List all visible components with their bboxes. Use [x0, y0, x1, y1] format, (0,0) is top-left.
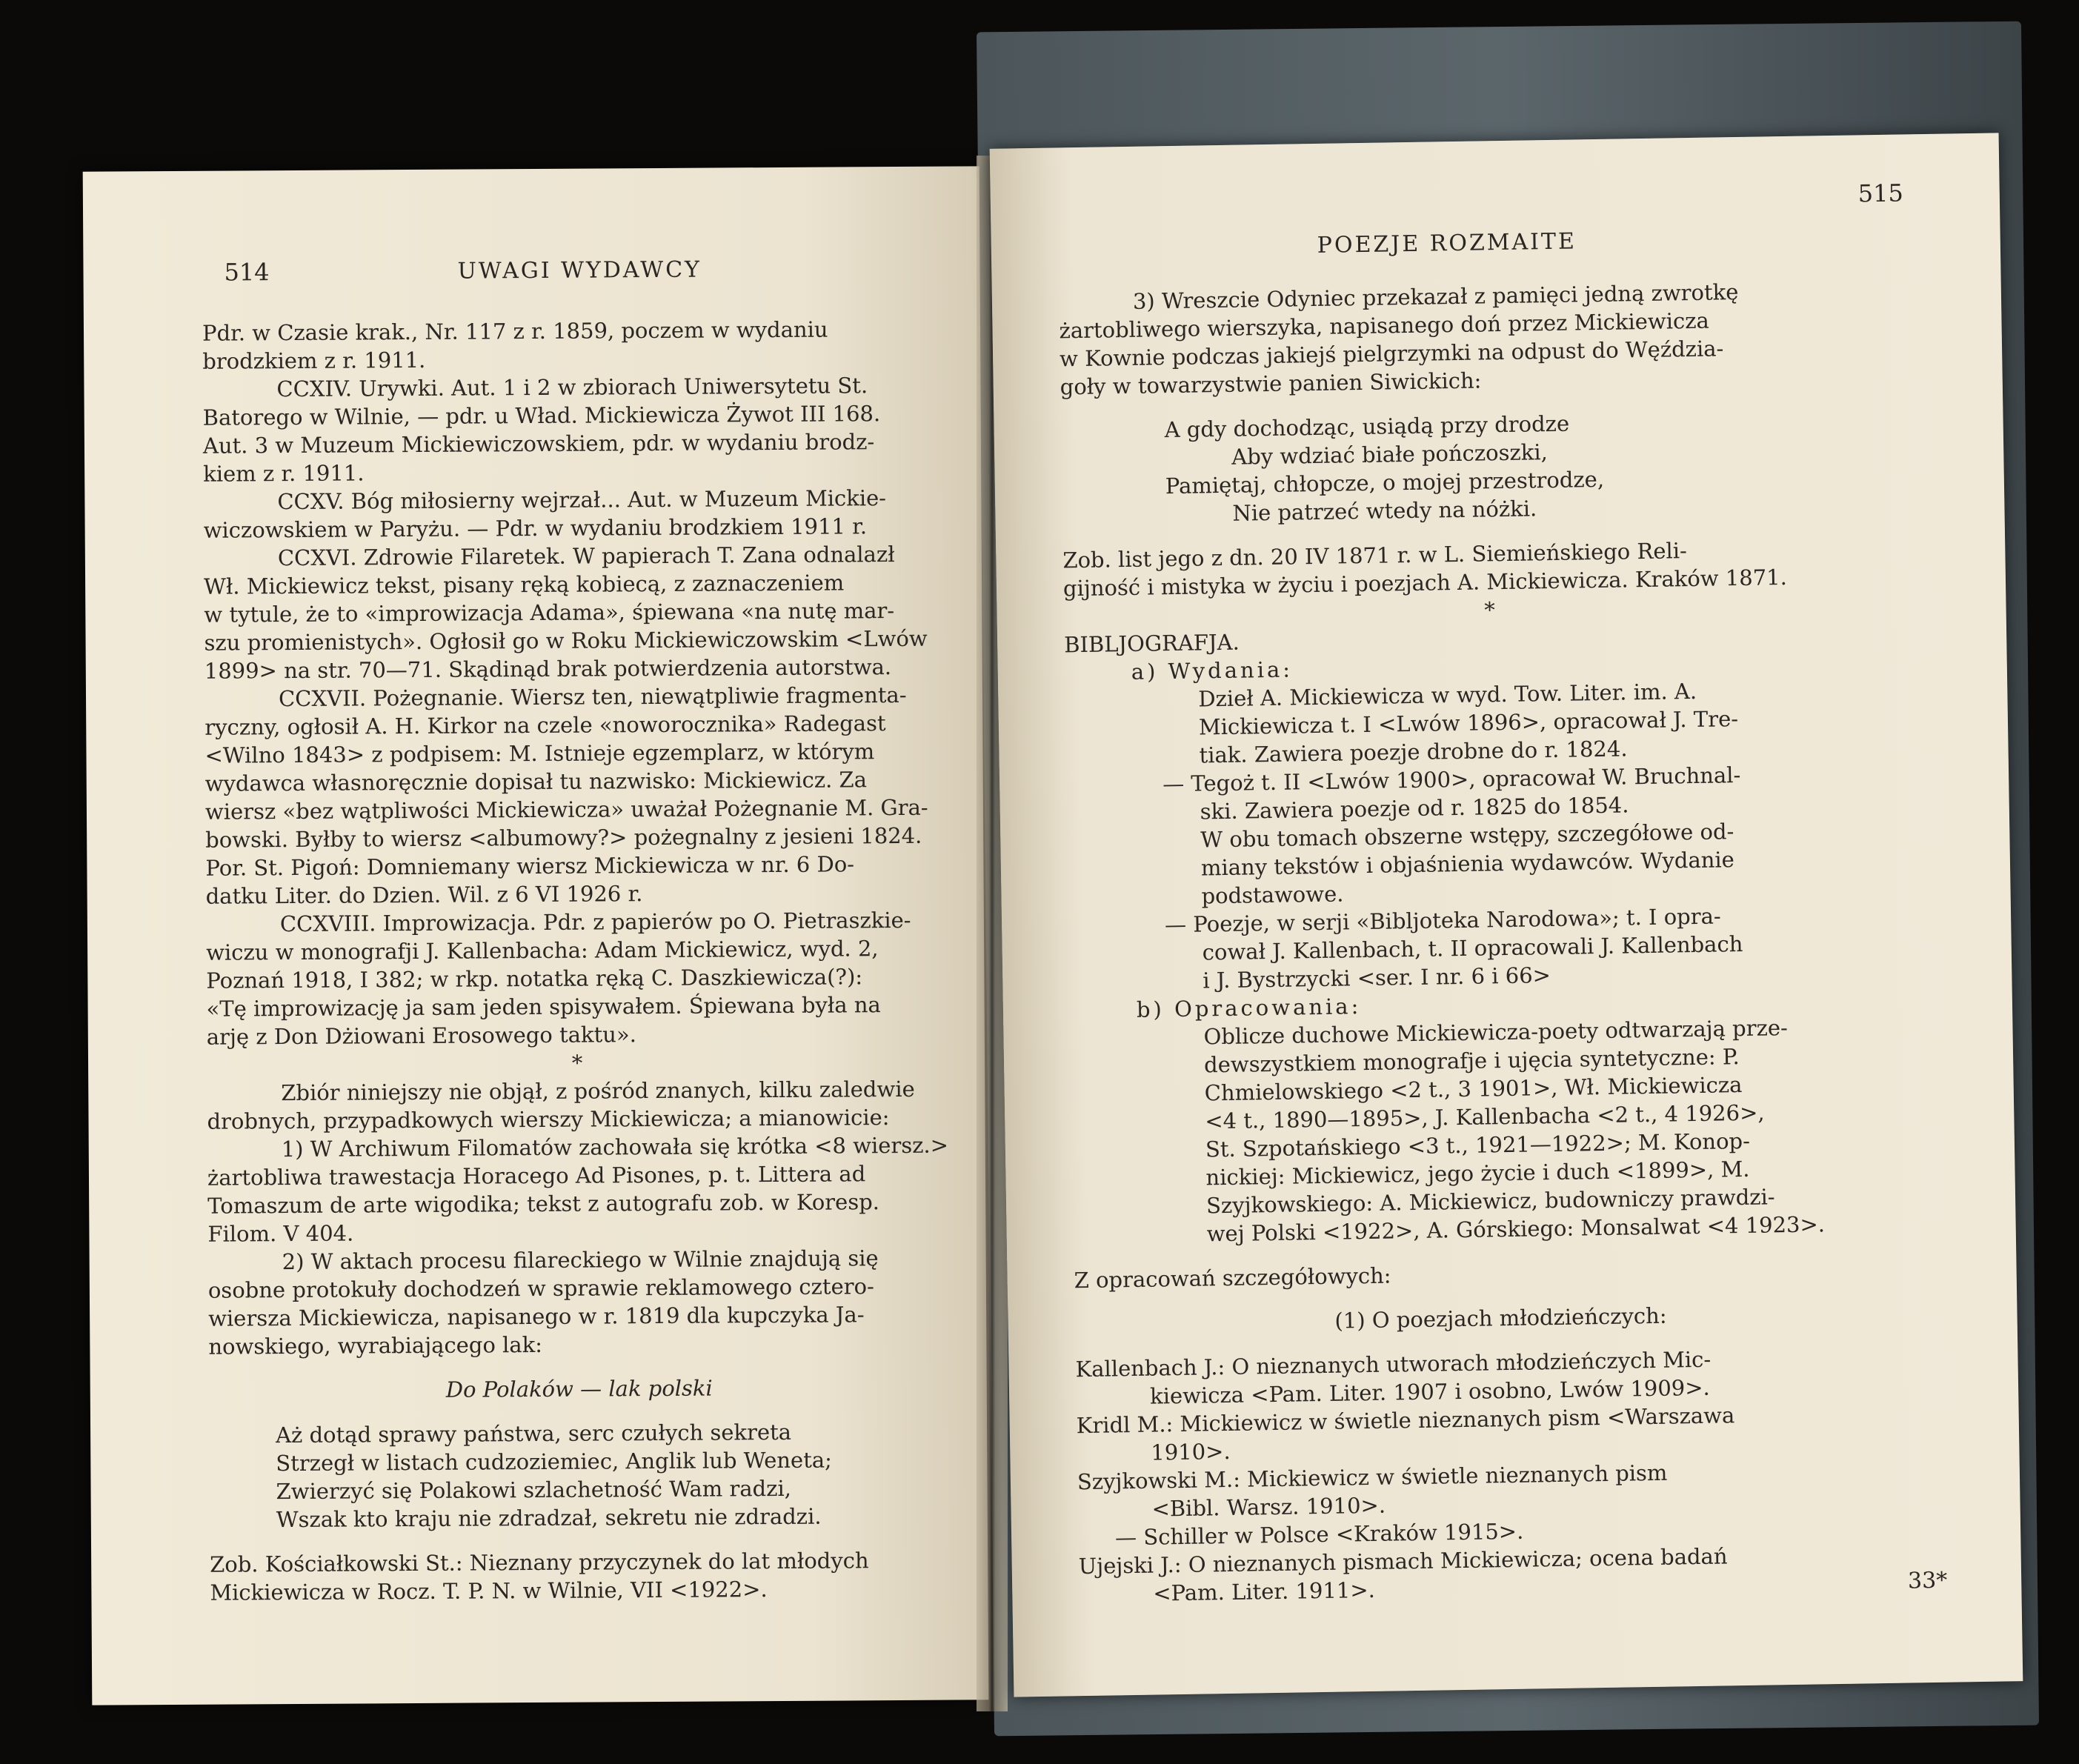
text-line: żartobliwego wierszyka, napisanego doń przez Mickiewicza	[1059, 307, 1710, 344]
verse-line: Nie patrzeć wtedy na nóżki.	[1232, 496, 1537, 526]
text-line: Kridl M.: Mickiewicz w świetle nieznanych pism <Warszawa	[1076, 1402, 1735, 1439]
text-line: brodzkiem z r. 1911.	[202, 347, 426, 374]
text-line: dewszystkiem monografje i ujęcia syntetyczne: P.	[1203, 1044, 1740, 1078]
text-line: Batorego w Wilnie, — pdr. u Wład. Mickiewicza Żywot III 168.	[202, 401, 881, 430]
text-line: CCXIV. Urywki. Aut. 1 i 2 w zbiorach Uniwersytetu St.	[276, 373, 868, 402]
text-line: 2) W aktach procesu filareckiego w Wilnie znajdują się	[282, 1245, 879, 1275]
text-line: gijność i mistyka w życiu i poezjach A. Mickiewicza. Kraków 1871.	[1062, 564, 1788, 602]
text-line: Dzieł A. Mickiewicza w wyd. Tow. Liter. im. A.	[1198, 678, 1697, 712]
right-page	[990, 133, 2023, 1697]
text-line: tiak. Zawiera poezje drobne do r. 1824.	[1199, 736, 1628, 768]
text-line: wydawca własnoręcznie dopisał tu nazwisko: Mickiewicz. Za	[204, 767, 868, 796]
text-line: — Schiller w Polsce <Kraków 1915>.	[1114, 1518, 1524, 1551]
text-line: Chmielowskiego <2 t., 3 1901>, Wł. Mickiewicza	[1204, 1072, 1743, 1106]
text-line: bowski. Byłby to wiersz <albumowy?> pożegnalny z jesieni 1824.	[205, 822, 922, 853]
text-line: szu promienistych». Ogłosił go w Roku Mickiewiczowskim <Lwów	[204, 625, 928, 656]
right-page-text	[1059, 275, 1932, 1608]
section-separator: *	[1484, 597, 1496, 623]
text-line: drobnych, przypadkowych wierszy Mickiewicza; a mianowicie:	[207, 1105, 890, 1134]
text-line: Mickiewicza w Rocz. T. P. N. w Wilnie, VII <1922>.	[210, 1577, 768, 1605]
text-line: kiem z r. 1911.	[203, 460, 365, 487]
verse-line: Wszak kto kraju nie zdradzał, sekretu nie zdradzi.	[276, 1503, 822, 1533]
text-line: Zob. list jego z dn. 20 IV 1871 r. w L. Siemieńskiego Reli-	[1062, 538, 1688, 573]
text-line: — Tegoż t. II <Lwów 1900>, opracował W. Bruchnal-	[1162, 762, 1741, 797]
text-line: kiewicza <Pam. Liter. 1907 i osobno, Lwów 1909>.	[1149, 1374, 1711, 1409]
text-line: CCXV. Bóg miłosierny wejrzał... Aut. w Muzeum Mickie-	[277, 485, 887, 515]
text-line: <Pam. Liter. 1911>.	[1153, 1577, 1376, 1606]
subsection-heading: b) Opracowania:	[1136, 994, 1362, 1022]
text-line: wiczu w monografji J. Kallenbacha: Adam Mickiewicz, wyd. 2,	[206, 936, 879, 965]
text-line: Z opracowań szczegółowych:	[1074, 1262, 1391, 1294]
verse-line: A gdy dochodząc, usiądą przy drodze	[1164, 410, 1570, 443]
text-line: cował J. Kallenbach, t. II opracowali J. Kallenbach	[1202, 931, 1743, 965]
text-line: wej Polski <1922>, A. Górskiego: Monsalwat <4 1923>.	[1206, 1211, 1826, 1247]
text-line: ski. Zawiera poezje od r. 1825 do 1854.	[1200, 792, 1629, 825]
text-line: St. Szpotańskiego <3 t., 1921—1922>; M. Konop-	[1205, 1128, 1751, 1162]
text-line: Szyjkowski M.: Mickiewicz w świetle nieznanych pism	[1077, 1460, 1668, 1495]
subsection-heading: a) Wydania:	[1131, 656, 1294, 685]
text-line: w Kownie podczas jakiejś pielgrzymki na odpust do Węździa-	[1059, 336, 1724, 372]
text-line: <Bibl. Warsz. 1910>.	[1151, 1492, 1386, 1522]
section-separator: *	[571, 1050, 583, 1076]
text-line: — Poezje, w serji «Bibljoteka Narodowa»; t. I opra-	[1164, 903, 1721, 938]
left-running-head: UWAGI WYDAWCY	[457, 256, 702, 284]
text-line: CCXVII. Pożegnanie. Wiersz ten, niewątpliwie fragmenta-	[278, 682, 907, 712]
text-line: Zob. Kościałkowski St.: Nieznany przyczynek do lat młodych	[210, 1548, 869, 1577]
text-line: osobne protokuły dochodzeń w sprawie reklamowego cztero-	[207, 1274, 874, 1303]
text-line: CCXVI. Zdrowie Filaretek. W papierach T. Zana odnalazł	[277, 542, 895, 571]
text-line: Mickiewicza t. I <Lwów 1896>, opracował J. Tre-	[1198, 706, 1739, 740]
text-line: Ujejski J.: O nieznanych pismach Mickiewicza; ocena badań	[1078, 1543, 1728, 1580]
right-running-head: POEZJE ROZMAITE	[1317, 228, 1577, 259]
text-line: goły w towarzystwie panien Siwickich:	[1060, 367, 1482, 400]
poem-title: Do Polaków — lak polski	[445, 1375, 713, 1402]
text-line: Tomaszum de arte wigodika; tekst z autografu zob. w Koresp.	[207, 1189, 880, 1219]
text-line: Filom. V 404.	[207, 1220, 354, 1247]
text-line: w tytule, że to «improwizacja Adama», śpiewana «na nutę mar-	[204, 598, 895, 628]
text-line: 1) W Archiwum Filomatów zachowała się krótka <8 wiersz.>	[281, 1132, 949, 1162]
text-line: 3) Wreszcie Odyniec przekazał z pamięci jedną zwrotkę	[1132, 279, 1739, 314]
text-line: 1910>.	[1151, 1438, 1231, 1465]
verse-line: Pamiętaj, chłopcze, o mojej przestrodze,	[1165, 466, 1605, 499]
text-line: wiczowskiem w Paryżu. — Pdr. w wydaniu brodzkiem 1911 r.	[203, 513, 868, 543]
text-line: <Wilno 1843> z podpisem: M. Istnieje egzemplarz, w którym	[204, 739, 875, 768]
verse-line: Zwierzyć się Polakowi szlachetność Wam radzi,	[276, 1475, 792, 1505]
text-line: nowskiego, wyrabiającego lak:	[208, 1331, 543, 1359]
text-line: Kallenbach J.: O nieznanych utworach młodzieńczych Mic-	[1075, 1346, 1712, 1382]
subsection-heading: (1) O poezjach młodzieńczych:	[1334, 1302, 1667, 1334]
text-line: <4 t., 1890—1895>, J. Kallenbacha <2 t., 4 1926>,	[1205, 1099, 1765, 1134]
text-line: żartobliwa trawestacja Horacego Ad Pisones, p. t. Littera ad	[207, 1161, 866, 1191]
text-line: wiersza Mickiewicza, napisanego w r. 1819 dla kupczyka Ja-	[208, 1302, 865, 1331]
text-line: CCXVIII. Improwizacja. Pdr. z papierów po O. Pietraszkie-	[279, 907, 911, 937]
left-page-number: 514	[224, 258, 270, 287]
left-page	[83, 166, 989, 1705]
right-page-number: 515	[1857, 179, 1904, 208]
text-line: Aut. 3 w Muzeum Mickiewiczowskiem, pdr. w wydaniu brodz-	[202, 429, 875, 459]
section-heading: BIBLJOGRAFJA.	[1063, 629, 1240, 658]
text-line: wiersz «bez wątpliwości Mickiewicza» uważał Pożegnanie M. Gra-	[204, 794, 928, 825]
text-line: arję z Don Dżiowani Erosowego taktu».	[206, 1022, 636, 1050]
text-line: Pdr. w Czasie krak., Nr. 117 z r. 1859, poczem w wydaniu	[202, 316, 828, 346]
text-line: W obu tomach obszerne wstępy, szczegółowe od-	[1200, 819, 1734, 853]
text-line: miany tekstów i objaśnienia wydawców. Wydanie	[1200, 847, 1735, 881]
text-line: Szyjkowskiego: A. Mickiewicz, budowniczy prawdzi-	[1205, 1184, 1775, 1219]
verse-line: Aby wdziać białe pończoszki,	[1231, 439, 1549, 470]
text-line: podstawowe.	[1201, 881, 1344, 909]
text-line: nickiej: Mickiewicz, jego życie i duch <1899>, M.	[1205, 1156, 1750, 1191]
text-line: Zbiór niniejszy nie objął, z pośród znanych, kilku zaledwie	[281, 1076, 915, 1106]
text-line: ryczny, ogłosił A. H. Kirkor na czele «noworocznika» Radegast	[204, 710, 886, 740]
text-line: Oblicze duchowe Mickiewicza-poety odtwarzają prze-	[1203, 1015, 1789, 1050]
text-line: i J. Bystrzycki <ser. I nr. 6 i 66>	[1203, 962, 1551, 994]
signature-mark: 33*	[1907, 1567, 1948, 1594]
text-line: Poznań 1918, I 382; w rkp. notatka ręką C. Daszkiewicza(?):	[206, 964, 863, 994]
verse-line: Strzegł w listach cudzoziemiec, Anglik lub Weneta;	[276, 1447, 832, 1477]
left-page-text	[202, 315, 951, 1607]
text-line: Por. St. Pigoń: Domniemany wiersz Mickiewicza w nr. 6 Do-	[205, 851, 855, 881]
text-line: datku Liter. do Dzien. Wil. z 6 VI 1926 r.	[205, 881, 643, 909]
text-line: «Tę improwizację ja sam jeden spisywałem. Śpiewana była na	[206, 992, 881, 1022]
text-line: Wł. Mickiewicz tekst, pisany ręką kobiecą, z zaznaczeniem	[204, 570, 845, 599]
text-line: 1899> na str. 70—71. Skądinąd brak potwierdzenia autorstwa.	[204, 654, 892, 684]
verse-line: Aż dotąd sprawy państwa, serc czułych sekreta	[276, 1419, 792, 1448]
